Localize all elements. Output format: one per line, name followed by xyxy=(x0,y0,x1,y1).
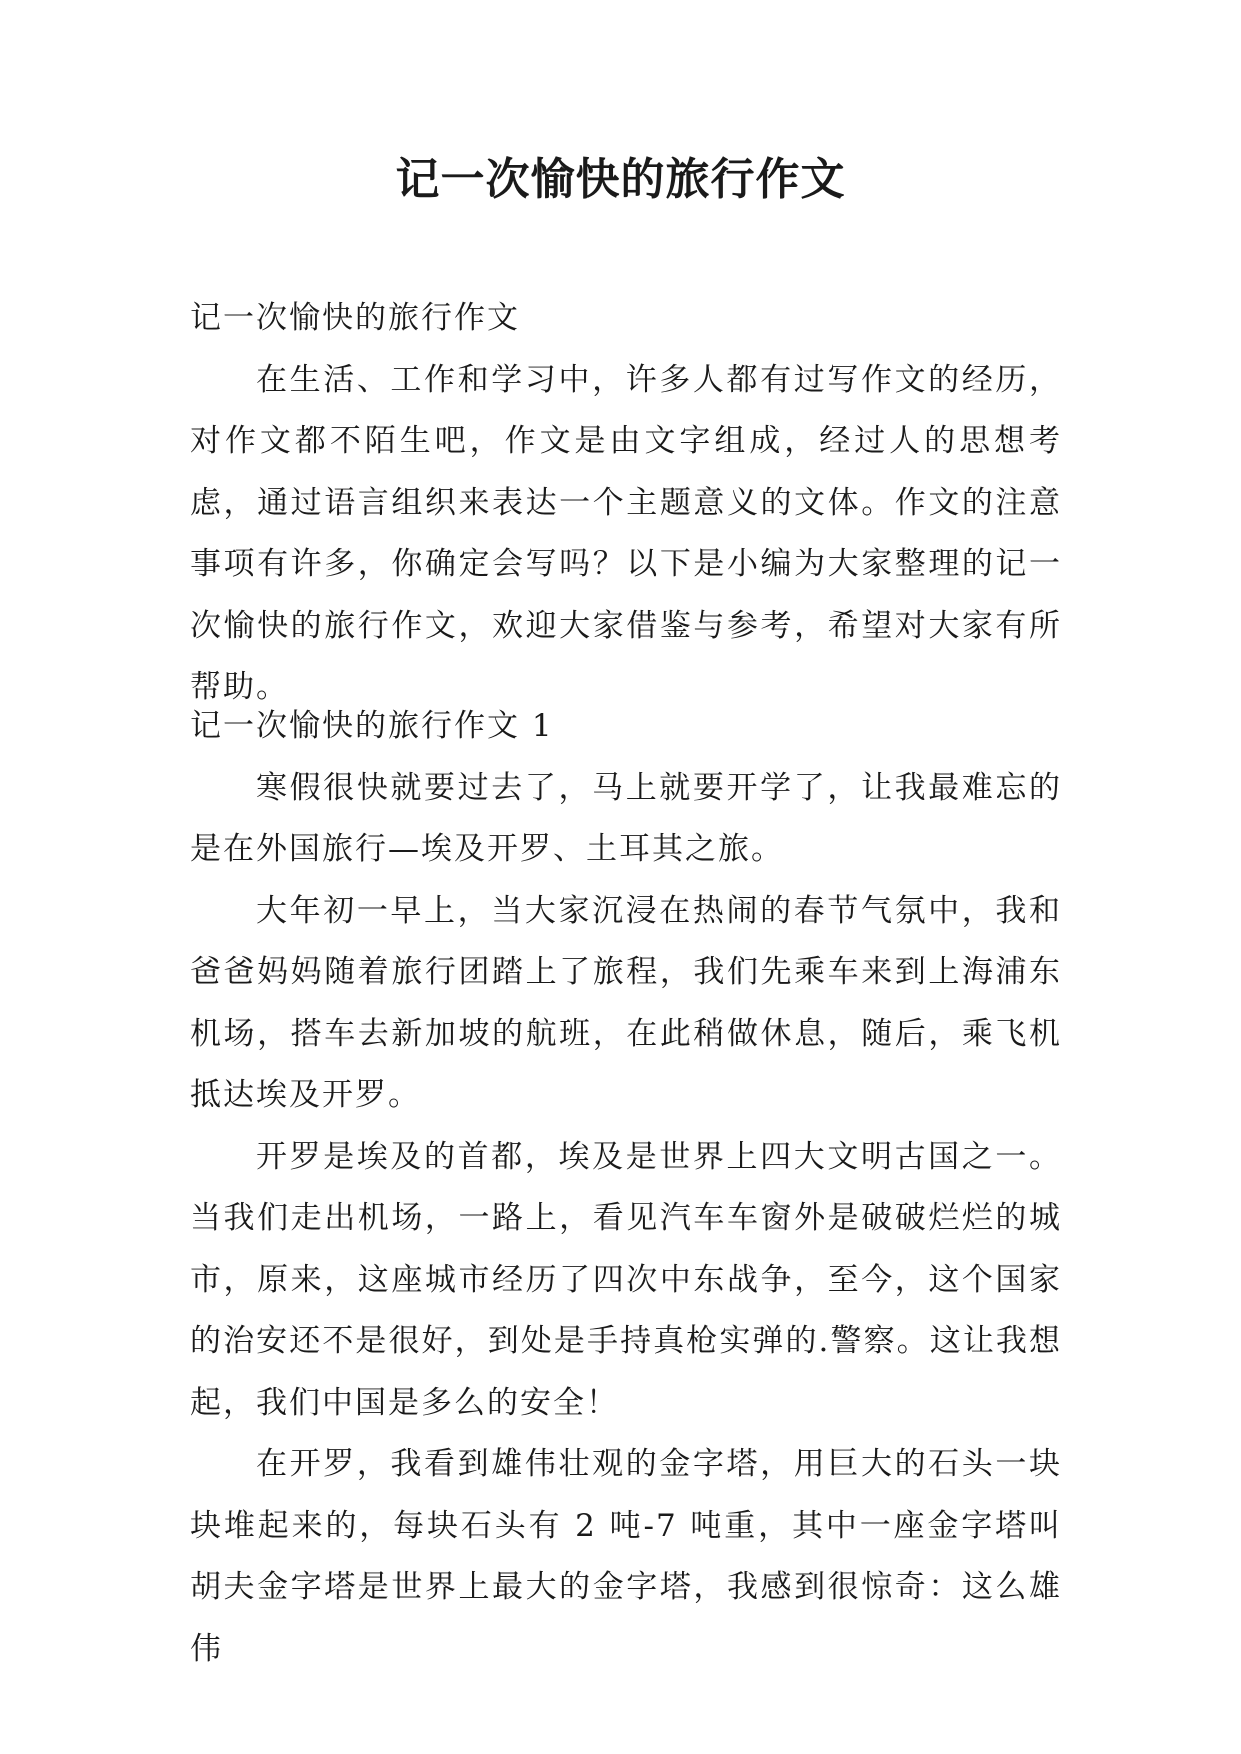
essay-section xyxy=(190,696,1062,1680)
intro-paragraph: 在生活、工作和学习中，许多人都有过写作文的经历，对作文都不陌生吧，作文是由文字组成，经过人的思想考虑，通过语言组织来表达一个主题意义的文体。作文的注意事项有许多，你确定会写吗？以下是小编为大家整理的记一次愉快的旅行作文，欢迎大家借鉴与参考，希望对大家有所帮助。 xyxy=(190,361,1062,705)
intro-section xyxy=(190,288,1062,719)
document-title: 记一次愉快的旅行作文 xyxy=(395,154,846,205)
essay-paragraph: 大年初一早上，当大家沉浸在热闹的春节气氛中，我和爸爸妈妈随着旅行团踏上了旅程，我们先乘车来到上海浦东机场，搭车去新加坡的航班，在此稍做休息，随后，乘飞机抵达埃及开罗。 xyxy=(190,892,1062,1113)
essay-paragraph: 开罗是埃及的首都，埃及是世界上四大文明古国之一。当我们走出机场，一路上，看见汽车车窗外是破破烂烂的城市，原来，这座城市经历了四次中东战争，至今，这个国家的治安还不是很好，到处是手持真枪实弹的.警察。这让我想起，我们中国是多么的安全！ xyxy=(190,1138,1062,1421)
essay-heading: 记一次愉快的旅行作文 1 xyxy=(190,708,554,744)
intro-heading: 记一次愉快的旅行作文 xyxy=(190,300,520,336)
essay-paragraph: 在开罗，我看到雄伟壮观的金字塔，用巨大的石头一块块堆起来的，每块石头有 2 吨-7 吨重，其中一座金字塔叫胡夫金字塔是世界上最大的金字塔，我感到很惊奇：这么雄伟 xyxy=(190,1446,1062,1667)
essay-paragraph: 寒假很快就要过去了，马上就要开学了，让我最难忘的是在外国旅行—埃及开罗、土耳其之旅。 xyxy=(190,769,1062,867)
